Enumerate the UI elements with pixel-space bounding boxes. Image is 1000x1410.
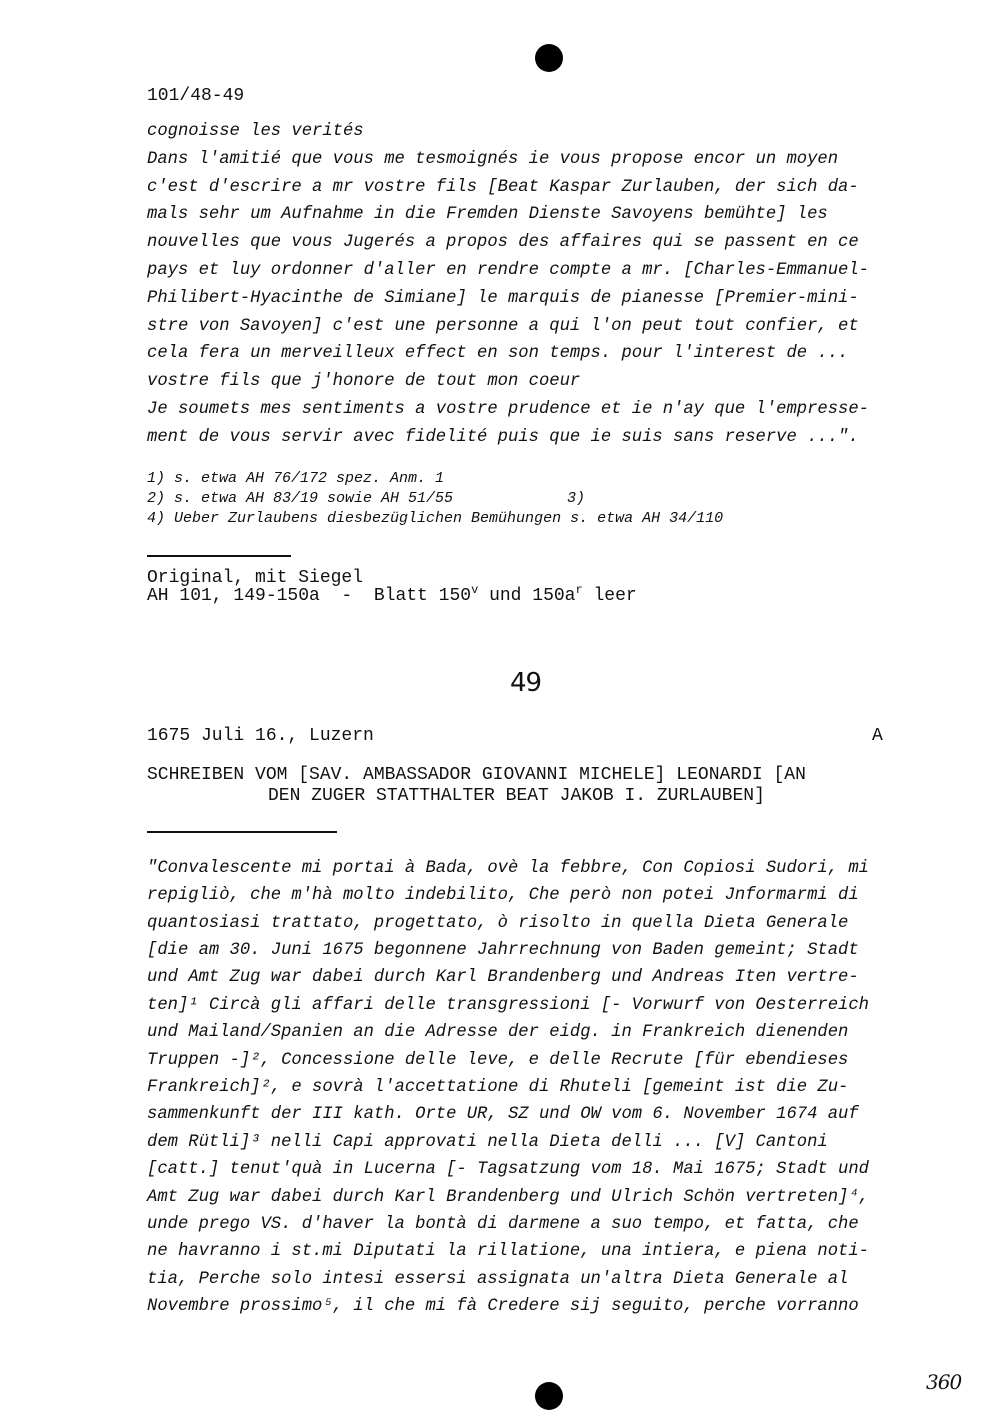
- text-line: Truppen -]², Concessione delle leve, e delle Recrute [für ebendieses: [147, 1051, 849, 1070]
- text-line: vostre fils que j'honore de tout mon coeur: [147, 372, 581, 391]
- doc-reference: 101/48-49: [147, 86, 245, 106]
- document-title: SCHREIBEN VOM [SAV. AMBASSADOR GIOVANNI MICHELE] LEONARDI [AN: [147, 765, 806, 785]
- text-line: mals sehr um Aufnahme in die Fremden Dienste Savoyens bemühte] les: [147, 205, 828, 224]
- text-line: nouvelles que vous Jugerés a propos des affaires qui se passent en ce: [147, 233, 859, 252]
- text-line: Novembre prossimo⁵, il che mi fà Credere sij seguito, perche vorranno: [147, 1297, 859, 1316]
- page-number: 360: [926, 1370, 962, 1394]
- text-line: sammenkunft der III kath. Orte UR, SZ und OW vom 6. November 1674 auf: [147, 1105, 859, 1124]
- document-title-cont: DEN ZUGER STATTHALTER BEAT JAKOB I. ZURLAUBEN]: [268, 786, 765, 806]
- text-line: stre von Savoyen] c'est une personne a qui l'on peut tout confier, et: [147, 317, 859, 336]
- text-line: quantosiasi trattato, progettato, ò risolto in quella Dieta Generale: [147, 914, 849, 933]
- date-place: 1675 Juli 16., Luzern: [147, 726, 374, 746]
- divider: [147, 831, 337, 833]
- footnote: 4) Ueber Zurlaubens diesbezüglichen Bemühungen s. etwa AH 34/110: [147, 510, 724, 527]
- punch-hole-top: [535, 44, 563, 72]
- document-type: A: [872, 726, 883, 746]
- text-line: und Mailand/Spanien an die Adresse der eidg. in Frankreich dienenden: [147, 1023, 849, 1042]
- text-line: Dans l'amitié que vous me tesmoignés ie vous propose encor un moyen: [147, 150, 839, 169]
- document-number: 49: [510, 668, 542, 698]
- text-line: Frankreich]², e sovrà l'accettatione di Rhuteli [gemeint ist die Zu-: [147, 1078, 849, 1097]
- text-line: ment de vous servir avec fidelité puis que ie suis sans reserve ...".: [147, 428, 859, 447]
- text-line: ten]¹ Circà gli affari delle transgressioni [- Vorwurf von Oesterreich: [147, 996, 869, 1015]
- text-line: und Amt Zug war dabei durch Karl Brandenberg und Andreas Iten vertre-: [147, 968, 859, 987]
- text-line: [die am 30. Juni 1675 begonnene Jahrrechnung von Baden gemeint; Stadt: [147, 941, 859, 960]
- text-line: unde prego VS. d'haver la bontà di darmene a suo tempo, et fatta, che: [147, 1215, 859, 1234]
- footnote: 3): [567, 490, 586, 507]
- text-line: "Convalescente mi portai à Bada, ovè la febbre, Con Copiosi Sudori, mi: [147, 859, 869, 878]
- footnote: 1) s. etwa AH 76/172 spez. Anm. 1: [147, 470, 445, 487]
- text-line: pays et luy ordonner d'aller en rendre compte a mr. [Charles-Emmanuel-: [147, 261, 869, 280]
- text-line: cela fera un merveilleux effect en son temps. pour l'interest de ...: [147, 344, 849, 363]
- text-line: repigliò, che m'hà molto indebilito, Che però non potei Jnformarmi di: [147, 886, 859, 905]
- text-line: ne havranno i st.mi Diputati la rillatione, una intiera, e piena noti-: [147, 1242, 869, 1261]
- text-line: c'est d'escrire a mr vostre fils [Beat Kaspar Zurlauben, der sich da-: [147, 178, 859, 197]
- footnote: 2) s. etwa AH 83/19 sowie AH 51/55: [147, 490, 454, 507]
- text-line: cognoisse les verités: [147, 122, 364, 141]
- text-line: Philibert-Hyacinthe de Simiane] le marquis de pianesse [Premier-mini-: [147, 289, 859, 308]
- source-note: Original, mit Siegel: [147, 568, 364, 588]
- text-line: dem Rütli]³ nelli Capi approvati nella Dieta delli ... [V] Cantoni: [147, 1133, 828, 1152]
- source-location: AH 101, 149-150a - Blatt 150$^v$ und $150a^r$ leer: [147, 583, 637, 606]
- text-line: tia, Perche solo intesi essersi assignata un'altra Dieta Generale al: [147, 1270, 849, 1289]
- text-line: [catt.] tenut'quà in Lucerna [- Tagsatzung vom 18. Mai 1675; Stadt und: [147, 1160, 869, 1179]
- punch-hole-bottom: [535, 1382, 563, 1410]
- text-line: Amt Zug war dabei durch Karl Brandenberg und Ulrich Schön vertreten]⁴,: [147, 1188, 869, 1207]
- text-line: Je soumets mes sentiments a vostre prudence et ie n'ay que l'empresse-: [147, 400, 869, 419]
- divider: [147, 555, 291, 557]
